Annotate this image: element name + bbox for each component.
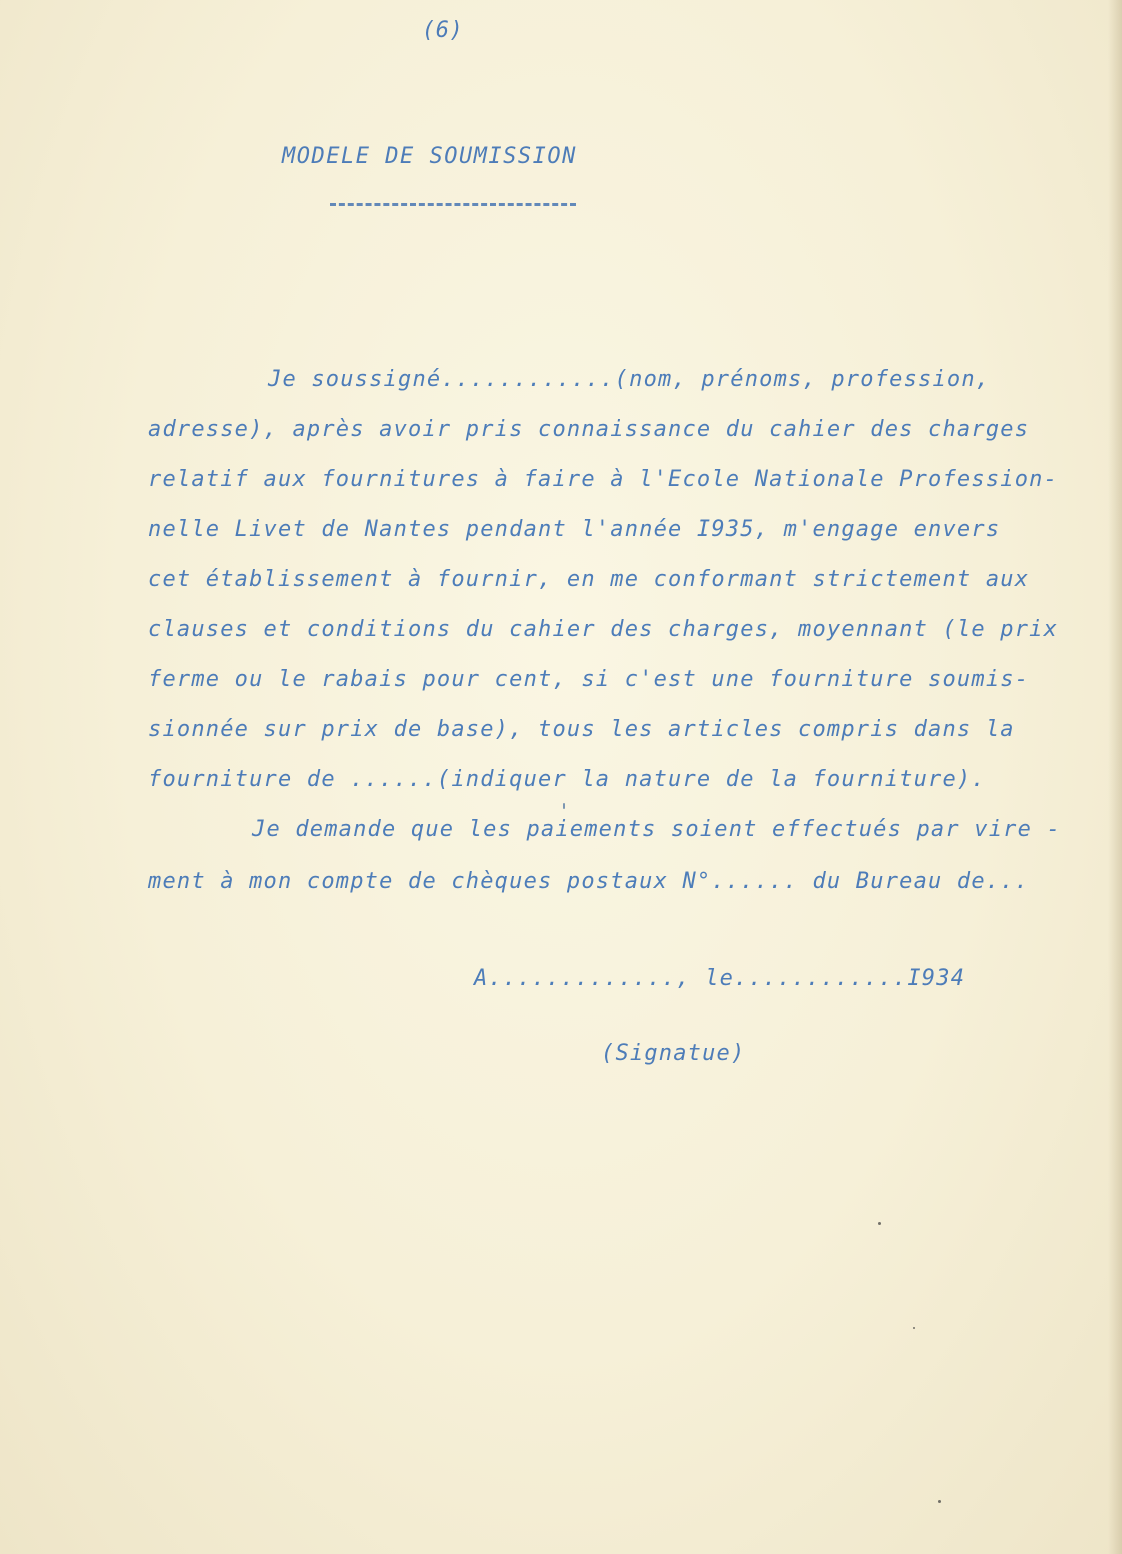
paper-speck xyxy=(913,1327,915,1329)
document-title: MODELE DE SOUMISSION xyxy=(282,144,577,169)
body-line: fourniture de ......(indiquer la nature de la fourniture). xyxy=(148,767,986,792)
body-line: ferme ou le rabais pour cent, si c'est une fourniture soumis- xyxy=(148,667,1030,692)
body-line: sionnée sur prix de base), tous les articles compris dans la xyxy=(148,717,1015,742)
paper-speck xyxy=(938,1500,941,1503)
body-line: relatif aux fournitures à faire à l'Ecole Nationale Profession- xyxy=(148,467,1059,492)
page-number: (6) xyxy=(422,18,464,43)
page-edge-shadow xyxy=(1108,0,1122,1554)
body-line: ment à mon compte de chèques postaux N°...... du Bureau de... xyxy=(148,869,1030,894)
paper-speck xyxy=(563,803,565,809)
paper-speck xyxy=(878,1222,881,1225)
place-and-date-line: A............., le............I934 xyxy=(474,966,966,991)
body-line: Je soussigné............(nom, prénoms, profession, xyxy=(268,367,991,392)
body-line: nelle Livet de Nantes pendant l'année I935, m'engage envers xyxy=(148,517,1001,542)
body-line: adresse), après avoir pris connaissance du cahier des charges xyxy=(148,417,1030,442)
body-line: Je demande que les paiements soient effectués par vire - xyxy=(252,817,1061,842)
body-line: cet établissement à fournir, en me conformant strictement aux xyxy=(148,567,1030,592)
title-underline xyxy=(330,203,576,206)
signature-line: (Signatue) xyxy=(601,1041,746,1066)
body-line: clauses et conditions du cahier des charges, moyennant (le prix xyxy=(148,617,1059,642)
